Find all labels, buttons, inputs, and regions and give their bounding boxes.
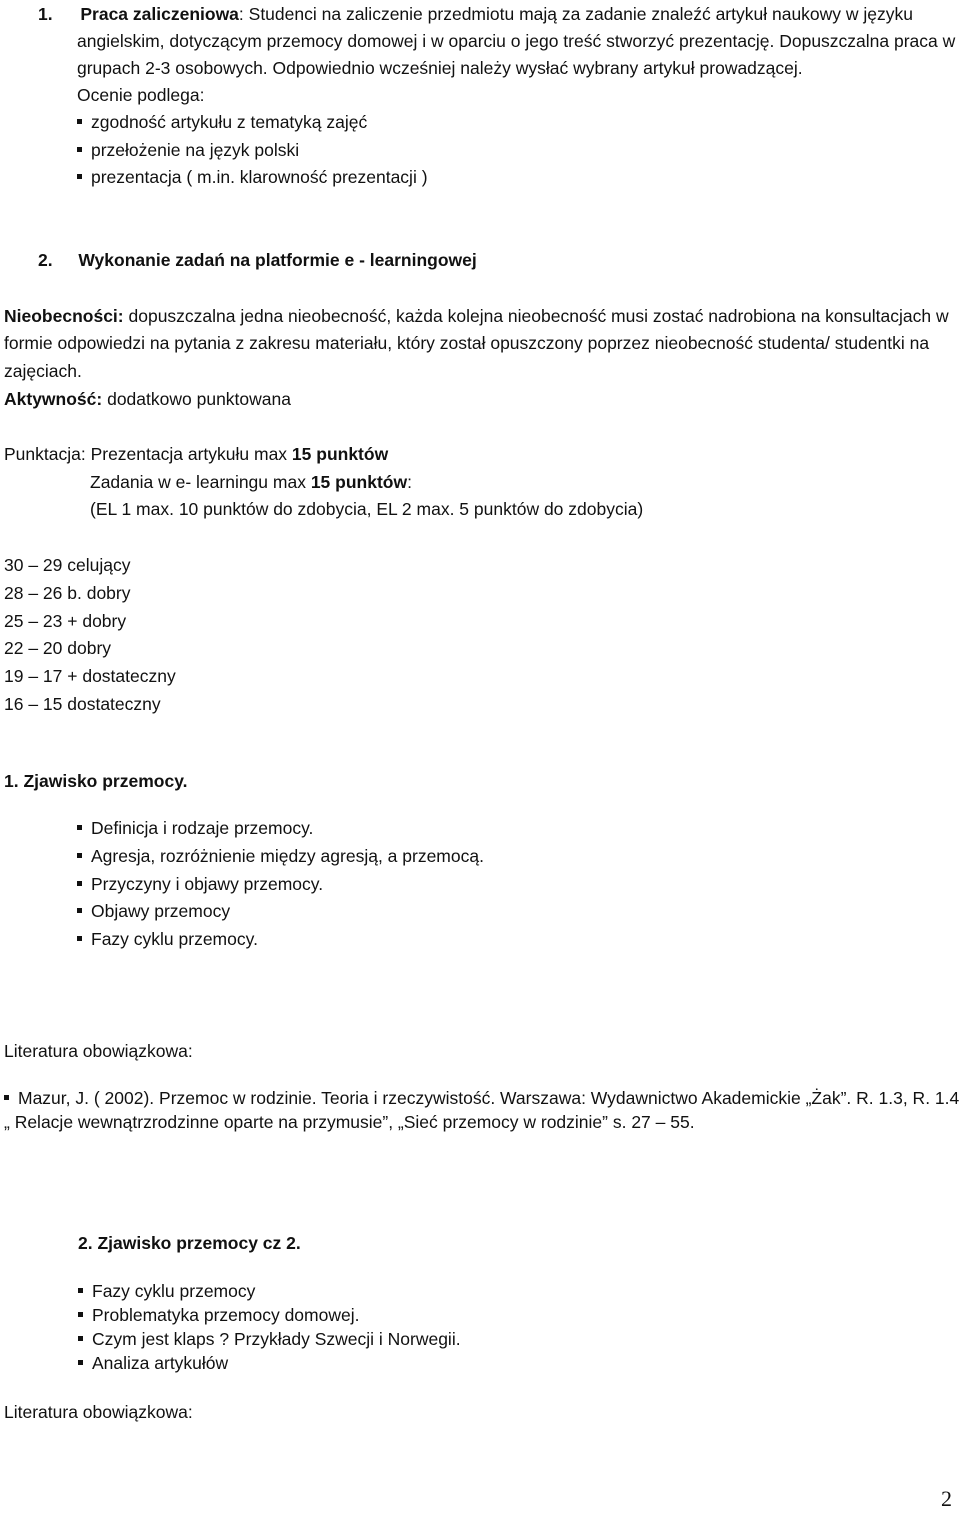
activity-text: dodatkowo punktowana (107, 389, 291, 409)
grading-bullet: zgodność artykułu z tematyką zajęć (77, 112, 367, 133)
bullet-icon (77, 853, 82, 858)
bullet-icon (77, 908, 82, 913)
section2-heading (38, 250, 477, 271)
absences-line1: Nieobecności: dopuszczalna jedna nieobecność, każda kolejna nieobecność musi zostać nadrobiona na konsultacjach w (4, 306, 949, 326)
scoring-line2: Zadania w e- learningu max 15 punktów: (90, 472, 412, 492)
grading-bullet: prezentacja ( m.in. klarowność prezentacji ) (77, 167, 428, 188)
bullet-icon (77, 936, 82, 941)
grade-row: 16 – 15 dostateczny (4, 694, 161, 714)
topic1-bullet: Objawy przemocy (77, 901, 230, 922)
topic2-title: 2. Zjawisko przemocy cz 2. (78, 1233, 301, 1253)
section1-line1-text: : Studenci na zaliczenie przedmiotu mają za zadanie znaleźć artykuł naukowy w języku (238, 4, 914, 24)
section2-number: 2. (38, 250, 53, 270)
scoring-points-presentation: 15 punktów (291, 444, 389, 464)
absences-label: Nieobecności: (4, 306, 124, 326)
grade-row: 19 – 17 + dostateczny (4, 666, 176, 686)
topic1-literature-entry: Mazur, J. ( 2002). Przemoc w rodzinie. Teoria i rzeczywistość. Warszawa: Wydawnictwo Akademickie „Żak”. R. 1.3, R. 1.4 (4, 1088, 959, 1109)
topic1-literature-label: Literatura obowiązkowa: (4, 1041, 193, 1061)
activity-label: Aktywność: (4, 389, 103, 409)
bullet-icon (78, 1312, 83, 1317)
bullet-icon (77, 825, 82, 830)
bullet-icon (77, 881, 82, 886)
bullet-icon (77, 174, 82, 179)
section1-title: Praca zaliczeniowa (80, 4, 239, 24)
topic1-title: 1. Zjawisko przemocy. (4, 771, 188, 791)
topic1-bullet: Przyczyny i objawy przemocy. (77, 874, 323, 895)
grade-row: 30 – 29 celujący (4, 555, 131, 575)
grading-bullet: przełożenie na język polski (77, 140, 299, 161)
section2-title: Wykonanie zadań na platformie e - learningowej (78, 250, 477, 270)
grade-row: 22 – 20 dobry (4, 638, 112, 658)
section1-line3: grupach 2-3 osobowych. Odpowiednio wcześniej należy wysłać wybrany artykuł prowadzącej. (77, 58, 803, 78)
topic2-bullet: Analiza artykułów (78, 1353, 228, 1374)
section1-line1 (38, 4, 913, 25)
bullet-icon (77, 147, 82, 152)
topic2-literature-label: Literatura obowiązkowa: (4, 1402, 193, 1422)
grade-row: 25 – 23 + dobry (4, 611, 127, 631)
topic1-bullet: Agresja, rozróżnienie między agresją, a przemocą. (77, 846, 484, 867)
section1-line2: angielskim, dotyczącym przemocy domowej i w oparciu o jego treść stworzyć prezentację. Dopuszczalna praca w (77, 31, 956, 51)
scoring-line1: Punktacja: Prezentacja artykułu max 15 punktów (4, 444, 389, 464)
scoring-detail: (EL 1 max. 10 punktów do zdobycia, EL 2 max. 5 punktów do zdobycia) (90, 499, 644, 519)
absences-line3: zajęciach. (4, 361, 82, 381)
section1-number: 1. (38, 4, 53, 24)
bullet-icon (78, 1288, 83, 1293)
activity (4, 389, 291, 410)
topic2-bullet: Czym jest klaps ? Przykłady Szwecji i Norwegii. (78, 1329, 461, 1350)
bullet-icon (4, 1095, 9, 1100)
page-number: 2 (941, 1486, 952, 1511)
topic1-bullet: Fazy cyklu przemocy. (77, 929, 258, 950)
topic1-literature-entry-cont: „ Relacje wewnątrzrodzinne oparte na przymusie”, „Sieć przemocy w rodzinie” s. 27 – 55. (4, 1112, 695, 1132)
topic2-bullet: Problematyka przemocy domowej. (78, 1305, 359, 1326)
bullet-icon (78, 1360, 83, 1365)
topic1-bullet: Definicja i rodzaje przemocy. (77, 818, 313, 839)
topic2-bullet: Fazy cyklu przemocy (78, 1281, 255, 1302)
absences-line2: formie odpowiedzi na pytania z zakresu materiału, który został opuszczony poprzez nieobecność studenta/ studentki na (4, 333, 930, 353)
bullet-icon (77, 119, 82, 124)
grading-label: Ocenie podlega: (77, 85, 205, 105)
grade-row: 28 – 26 b. dobry (4, 583, 131, 603)
scoring-points-elearning: 15 punktów (310, 472, 408, 492)
bullet-icon (78, 1336, 83, 1341)
